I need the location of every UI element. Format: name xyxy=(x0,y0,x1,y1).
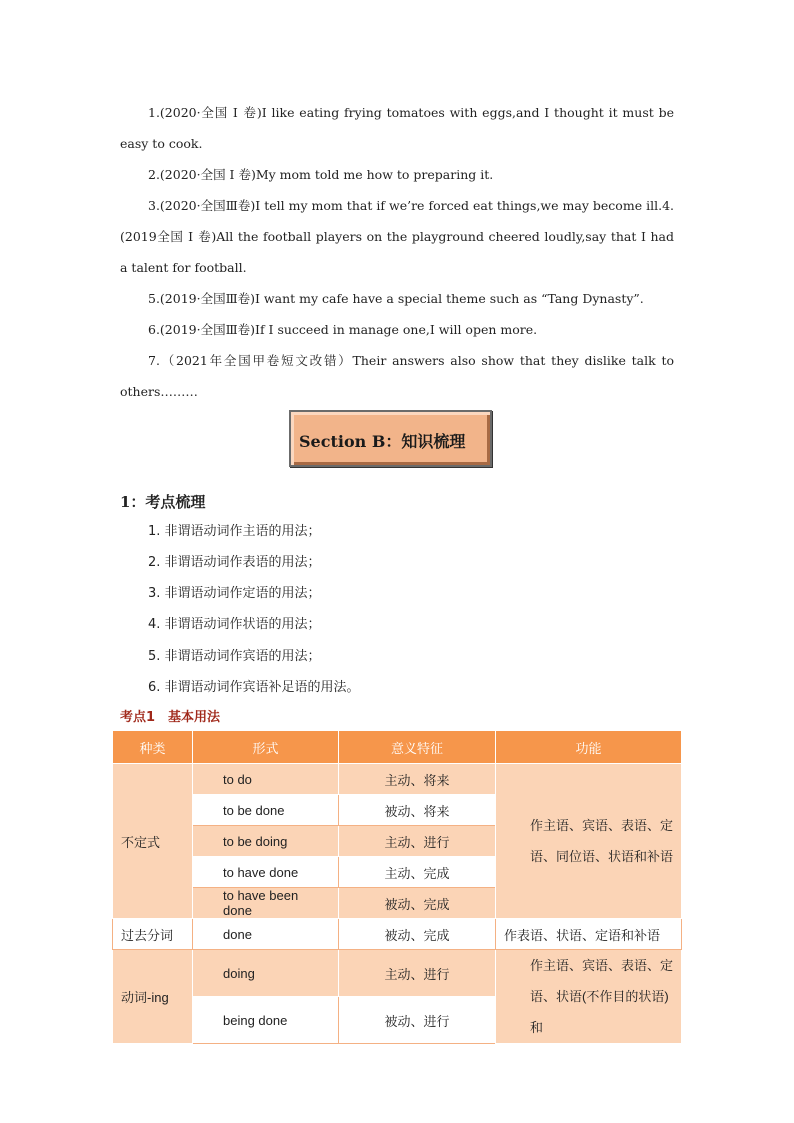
usage-table xyxy=(112,730,682,1044)
error-text-1: 1.(2020·全国 Ⅰ 卷)I like eating frying tomatoes with eggs,and I thought it must be easy to cook. xyxy=(120,105,674,151)
type-ing: 动词-ing xyxy=(113,950,193,1044)
meaning-cell: 主动、进行 xyxy=(339,826,496,857)
point-item-4: 4. 非谓语动词作状语的用法； xyxy=(148,617,321,632)
table-row xyxy=(113,919,682,950)
error-item-7 xyxy=(120,345,674,407)
points-heading: 1：考点梳理 xyxy=(120,493,206,511)
function-infinitive: 作主语、宾语、表语、定语、同位语、状语和补语 xyxy=(496,764,682,919)
type-infinitive: 不定式 xyxy=(113,764,193,919)
error-item-6 xyxy=(120,314,674,345)
type-past-participle: 过去分词 xyxy=(113,919,193,950)
form-cell: being done xyxy=(193,997,339,1044)
error-text-6: 6.(2019·全国Ⅲ卷)If I succeed in manage one,I will open more. xyxy=(148,322,538,337)
form-cell: to be doing xyxy=(193,826,339,857)
form-cell: to have been done xyxy=(193,888,339,919)
table-header-row xyxy=(113,731,682,764)
meaning-cell: 被动、完成 xyxy=(339,888,496,919)
error-item-1 xyxy=(120,97,674,159)
header-function: 功能 xyxy=(496,731,682,764)
meaning-cell: 主动、进行 xyxy=(339,950,496,997)
meaning-cell: 被动、完成 xyxy=(339,919,496,950)
table-row xyxy=(113,950,682,997)
header-meaning: 意义特征 xyxy=(339,731,496,764)
form-cell: to do xyxy=(193,764,339,795)
error-item-3 xyxy=(120,190,674,283)
error-text-2: 2.(2020·全国 Ⅰ 卷)My mom told me how to preparing it. xyxy=(148,167,494,182)
point-item-2: 2. 非谓语动词作表语的用法； xyxy=(148,555,321,570)
meaning-cell: 被动、进行 xyxy=(339,997,496,1044)
point-item-1: 1. 非谓语动词作主语的用法； xyxy=(148,524,321,539)
meaning-cell: 主动、将来 xyxy=(339,764,496,795)
form-cell: doing xyxy=(193,950,339,997)
error-text-7: 7.（2021年全国甲卷短文改错）Their answers also show that they dislike talk to others……… xyxy=(120,353,674,399)
error-item-2 xyxy=(120,159,674,190)
form-cell: to have done xyxy=(193,857,339,888)
header-type: 种类 xyxy=(113,731,193,764)
meaning-cell: 主动、完成 xyxy=(339,857,496,888)
header-form: 形式 xyxy=(193,731,339,764)
function-ing: 作主语、宾语、表语、定语、状语(不作目的状语)和 xyxy=(496,950,682,1044)
point-item-3: 3. 非谓语动词作定语的用法； xyxy=(148,586,321,601)
form-cell: done xyxy=(193,919,339,950)
point-item-6: 6. 非谓语动词作宾语补足语的用法。 xyxy=(148,680,360,695)
error-text-3: 3.(2020·全国Ⅲ卷)I tell my mom that if we’re forced eat things,we may become ill.4. (2019全国 Ⅰ 卷)All the football players on the playground cheered loudly,say that I had a talent for football. xyxy=(120,198,674,275)
form-cell: to be done xyxy=(193,795,339,826)
section-title-box xyxy=(289,410,492,467)
meaning-cell: 被动、将来 xyxy=(339,795,496,826)
error-item-5 xyxy=(120,283,674,314)
function-past-participle: 作表语、状语、定语和补语 xyxy=(496,919,682,950)
error-text-5: 5.(2019·全国Ⅲ卷)I want my cafe have a special theme such as “Tang Dynasty”. xyxy=(148,291,644,306)
section-title: Section B：知识梳理 xyxy=(299,432,466,451)
table-row xyxy=(113,764,682,795)
point-item-5: 5. 非谓语动词作宾语的用法； xyxy=(148,649,321,664)
kaodian-heading: 考点1 基本用法 xyxy=(120,710,221,725)
